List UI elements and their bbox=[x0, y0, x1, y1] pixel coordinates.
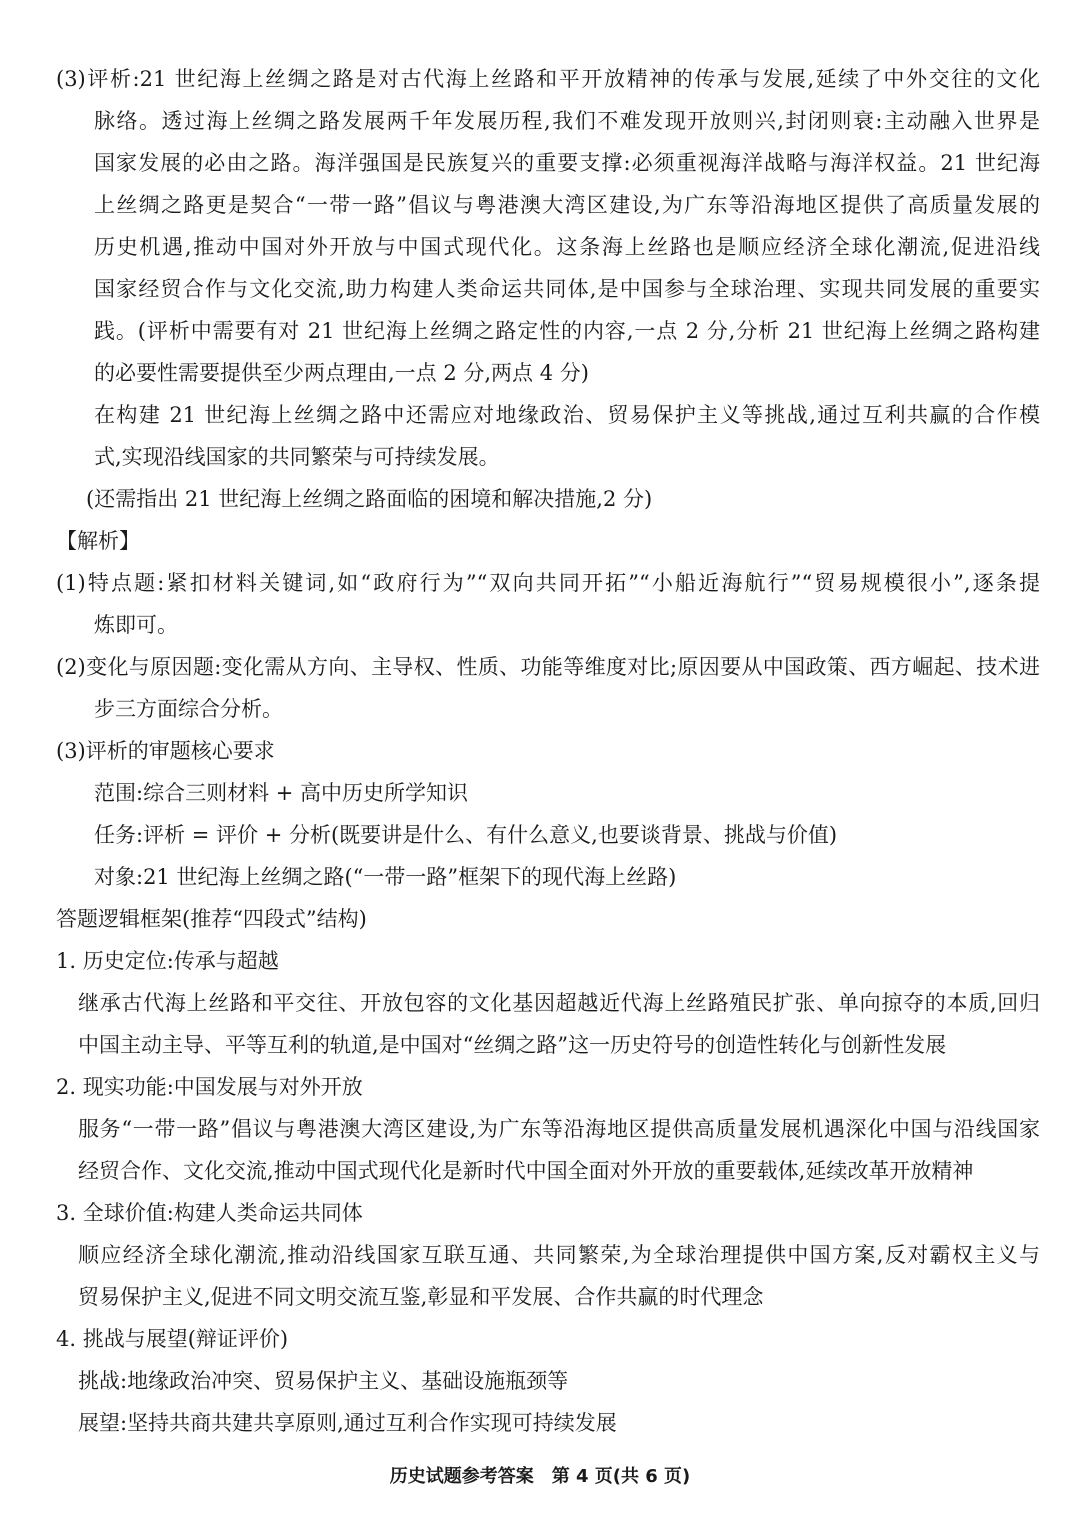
answer-3-line-1: (3)评析:21 世纪海上丝绸之路是对古代海上丝路和平开放精神的传承与发展,延续了中外交往的文化 bbox=[56, 67, 1040, 91]
answer-3-line-9: 在构建 21 世纪海上丝绸之路中还需应对地缘政治、贸易保护主义等挑战,通过互利共赢的合作模 bbox=[94, 403, 1040, 427]
analysis-3-heading: (3)评析的审题核心要求 bbox=[56, 739, 275, 763]
framework-3-line-2: 贸易保护主义,促进不同文明交流互鉴,彰显和平发展、合作共赢的时代理念 bbox=[78, 1285, 764, 1309]
analysis-3-object: 对象:21 世纪海上丝绸之路(“一带一路”框架下的现代海上丝路) bbox=[94, 865, 677, 889]
framework-4-title: 4. 挑战与展望(辩证评价) bbox=[56, 1327, 289, 1351]
answer-3-line-10: 式,实现沿线国家的共同繁荣与可持续发展。 bbox=[94, 445, 500, 469]
framework-1-line-1: 继承古代海上丝路和平交往、开放包容的文化基因超越近代海上丝路殖民扩张、单向掠夺的本质,回归 bbox=[78, 991, 1040, 1015]
framework-4-outlook: 展望:坚持共商共建共享原则,通过互利合作实现可持续发展 bbox=[78, 1411, 617, 1435]
framework-2-line-1: 服务“一带一路”倡议与粤港澳大湾区建设,为广东等沿海地区提供高质量发展机遇深化中国与沿线国家 bbox=[78, 1117, 1040, 1141]
framework-1-line-2: 中国主动主导、平等互利的轨道,是中国对“丝绸之路”这一历史符号的创造性转化与创新性发展 bbox=[78, 1033, 947, 1057]
analysis-2-line-1: (2)变化与原因题:变化需从方向、主导权、性质、功能等维度对比;原因要从中国政策、西方崛起、技术进 bbox=[56, 655, 1040, 679]
analysis-heading: 【解析】 bbox=[56, 529, 140, 553]
framework-4-challenge: 挑战:地缘政治冲突、贸易保护主义、基础设施瓶颈等 bbox=[78, 1369, 569, 1393]
answer-3-line-6: 国家经贸合作与文化交流,助力构建人类命运共同体,是中国参与全球治理、实现共同发展的重要实 bbox=[94, 277, 1040, 301]
analysis-1-line-2: 炼即可。 bbox=[94, 613, 178, 637]
framework-3-line-1: 顺应经济全球化潮流,推动沿线国家互联互通、共同繁荣,为全球治理提供中国方案,反对霸权主义与 bbox=[78, 1243, 1040, 1267]
framework-heading: 答题逻辑框架(推荐“四段式”结构) bbox=[56, 907, 367, 931]
answer-3-line-11: (还需指出 21 世纪海上丝绸之路面临的困境和解决措施,2 分) bbox=[86, 487, 653, 511]
analysis-3-task: 任务:评析 = 评价 + 分析(既要讲是什么、有什么意义,也要谈背景、挑战与价值) bbox=[94, 823, 838, 847]
framework-2-title: 2. 现实功能:中国发展与对外开放 bbox=[56, 1075, 363, 1099]
answer-3-line-8: 的必要性需要提供至少两点理由,一点 2 分,两点 4 分) bbox=[94, 361, 589, 385]
page-footer: 历史试题参考答案 第 4 页(共 6 页) bbox=[389, 1466, 691, 1487]
analysis-3-scope: 范围:综合三则材料 + 高中历史所学知识 bbox=[94, 781, 469, 805]
analysis-1-line-1: (1)特点题:紧扣材料关键词,如“政府行为”“双向共同开拓”“小船近海航行”“贸易规模很小”,逐条提 bbox=[56, 571, 1040, 595]
answer-3-line-7: 践。(评析中需要有对 21 世纪海上丝绸之路定性的内容,一点 2 分,分析 21 世纪海上丝绸之路构建 bbox=[94, 319, 1040, 343]
analysis-2-line-2: 步三方面综合分析。 bbox=[94, 697, 283, 721]
answer-3-line-3: 国家发展的必由之路。海洋强国是民族复兴的重要支撑:必须重视海洋战略与海洋权益。21 世纪海 bbox=[94, 151, 1040, 175]
answer-3-line-4: 上丝绸之路更是契合“一带一路”倡议与粤港澳大湾区建设,为广东等沿海地区提供了高质量发展的 bbox=[94, 193, 1040, 217]
framework-3-title: 3. 全球价值:构建人类命运共同体 bbox=[56, 1201, 363, 1225]
framework-1-title: 1. 历史定位:传承与超越 bbox=[56, 949, 279, 973]
answer-3-line-2: 脉络。透过海上丝绸之路发展两千年发展历程,我们不难发现开放则兴,封闭则衰:主动融入世界是 bbox=[94, 109, 1040, 133]
answer-3-line-5: 历史机遇,推动中国对外开放与中国式现代化。这条海上丝路也是顺应经济全球化潮流,促进沿线 bbox=[94, 235, 1040, 259]
framework-2-line-2: 经贸合作、文化交流,推动中国式现代化是新时代中国全面对外开放的重要载体,延续改革开放精神 bbox=[78, 1159, 974, 1183]
